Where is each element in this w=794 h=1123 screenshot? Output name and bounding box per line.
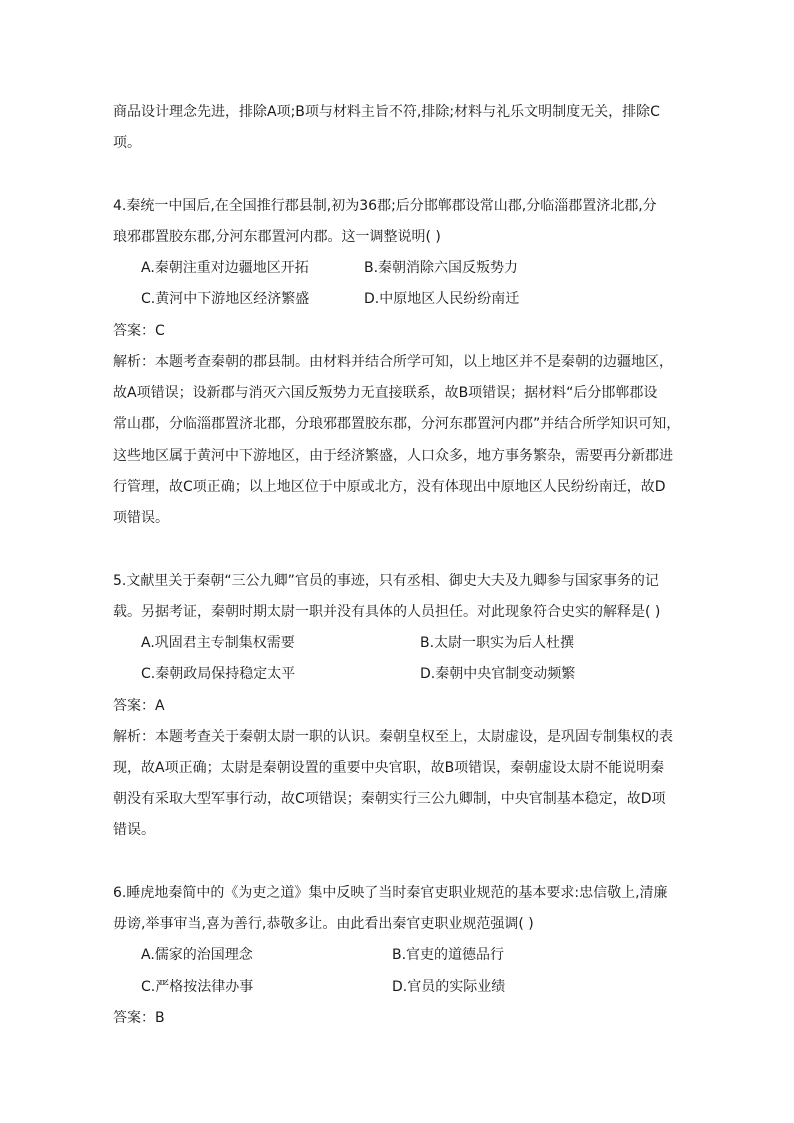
q4-option-c: C.黄河中下游地区经济繁盛 bbox=[141, 291, 310, 307]
q6-stem-line-1: 6.睡虎地秦简中的《为吏之道》集中反映了当时秦官吏职业规范的基本要求:忠信敬上,清廉 bbox=[113, 885, 668, 901]
q4-analysis-line-2: 故A项错误；设新郡与消灭六国反叛势力无直接联系，故B项错误；据材料“后分邯郸郡设 bbox=[113, 385, 658, 401]
q5-stem-line-1: 5.文献里关于秦朝“三公九卿”官员的事迹，只有丞相、御史大夫及九卿参与国家事务的记 bbox=[113, 573, 659, 589]
q6-answer: 答案：B bbox=[113, 1010, 165, 1026]
q4-analysis-line-5: 行管理，故C项正确；以上地区位于中原或北方，没有体现出中原地区人民纷纷南迁，故D bbox=[113, 479, 666, 495]
q5-analysis-line-3: 朝没有采取大型军事行动，故C项错误；秦朝实行三公九卿制，中央官制基本稳定，故D项 bbox=[113, 791, 666, 807]
q4-option-a: A.秦朝注重对边疆地区开拓 bbox=[141, 260, 309, 276]
q5-option-d: D.秦朝中央官制变动频繁 bbox=[420, 666, 576, 682]
q5-option-a: A.巩固君主专制集权需要 bbox=[141, 635, 295, 651]
q4-analysis-line-4: 这些地区属于黄河中下游地区，由于经济繁盛，人口众多，地方事务繁杂，需要再分新郡进 bbox=[113, 448, 673, 464]
q5-analysis-line-1: 解析：本题考查关于秦朝太尉一职的认识。秦朝皇权至上，太尉虚设，是巩固专制集权的表 bbox=[113, 729, 673, 745]
q4-answer: 答案：C bbox=[113, 323, 165, 339]
intro-line-2: 项。 bbox=[113, 135, 141, 151]
q5-analysis-line-2: 现，故A项正确；太尉是秦朝设置的重要中央官职，故B项错误，秦朝虚设太尉不能说明秦 bbox=[113, 760, 665, 776]
q4-stem-line-2: 琅邪郡置胶东郡,分河东郡置河内郡。这一调整说明( ) bbox=[113, 229, 441, 245]
q5-answer: 答案：A bbox=[113, 698, 165, 714]
q4-analysis-line-6: 项错误。 bbox=[113, 510, 169, 526]
q6-option-b: B.官吏的道德品行 bbox=[392, 947, 505, 963]
q4-analysis-line-3: 常山郡，分临淄郡置济北郡，分琅邪郡置胶东郡，分河东郡置河内郡”并结合所学知识可知， bbox=[113, 416, 681, 432]
q4-stem-line-1: 4.秦统一中国后,在全国推行郡县制,初为36郡;后分邯郸郡设常山郡,分临淄郡置济北郡,分 bbox=[113, 198, 657, 214]
q5-option-c: C.秦朝政局保持稳定太平 bbox=[141, 666, 296, 682]
q4-option-b: B.秦朝消除六国反叛势力 bbox=[364, 260, 519, 276]
q5-stem-line-2: 载。另据考证，秦朝时期太尉一职并没有具体的人员担任。对此现象符合史实的解释是( ) bbox=[113, 604, 661, 620]
q5-analysis-line-4: 错误。 bbox=[113, 822, 155, 838]
q4-option-d: D.中原地区人民纷纷南迁 bbox=[364, 291, 520, 307]
intro-line-1: 商品设计理念先进，排除A项;B项与材料主旨不符,排除;材料与礼乐文明制度无关，排除C bbox=[113, 104, 660, 120]
q6-option-a: A.儒家的治国理念 bbox=[141, 947, 253, 963]
q6-option-d: D.官员的实际业绩 bbox=[392, 979, 506, 995]
q6-option-c: C.严格按法律办事 bbox=[141, 979, 254, 995]
q6-stem-line-2: 毋谤,举事审当,喜为善行,恭敬多让。由此看出秦官吏职业规范强调( ) bbox=[113, 916, 534, 932]
q5-option-b: B.太尉一职实为后人杜撰 bbox=[420, 635, 575, 651]
q4-analysis-line-1: 解析：本题考查秦朝的郡县制。由材料并结合所学可知，以上地区并不是秦朝的边疆地区， bbox=[113, 354, 673, 370]
